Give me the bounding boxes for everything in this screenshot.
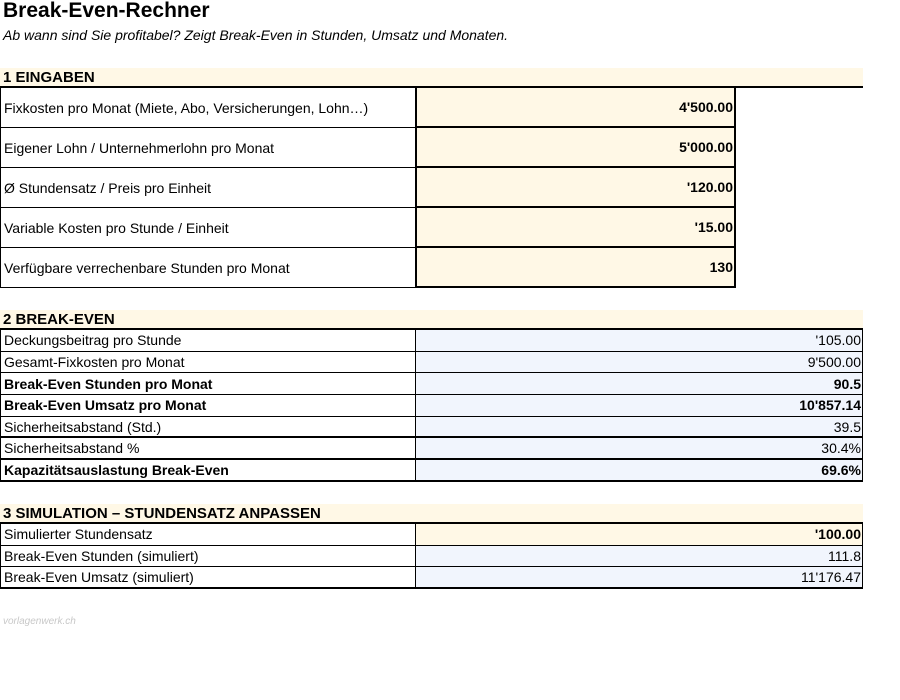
breakeven-hours-value: 90.5	[416, 373, 863, 395]
capacity-utilization-value: 69.6%	[416, 460, 863, 482]
fixed-costs-input[interactable]: 4'500.00	[416, 88, 736, 128]
input-label: Verfügbare verrechenbare Stunden pro Monat	[0, 248, 416, 288]
hourly-rate-input[interactable]: '120.00	[416, 168, 736, 208]
simulation-label: Simulierter Stundensatz	[0, 524, 416, 546]
footer-watermark: vorlagenwerk.ch	[3, 616, 76, 627]
breakeven-revenue-value: 10'857.14	[416, 395, 863, 417]
input-label: Ø Stundensatz / Preis pro Einheit	[0, 168, 416, 208]
result-row	[0, 373, 863, 395]
result-row	[0, 352, 863, 374]
result-label: Sicherheitsabstand (Std.)	[0, 417, 416, 439]
input-row	[0, 208, 863, 248]
owner-salary-input[interactable]: 5'000.00	[416, 128, 736, 168]
simulation-row	[0, 524, 863, 546]
input-row	[0, 168, 863, 208]
page-title: Break-Even-Rechner	[3, 0, 210, 22]
simulation-label: Break-Even Umsatz (simuliert)	[0, 567, 416, 589]
simulation-row	[0, 546, 863, 568]
simulated-revenue-value: 11'176.47	[416, 567, 863, 589]
safety-margin-percent-value: 30.4%	[416, 438, 863, 460]
inputs-section	[0, 68, 863, 288]
simulation-row	[0, 567, 863, 589]
input-label: Eigener Lohn / Unternehmerlohn pro Monat	[0, 128, 416, 168]
variable-costs-input[interactable]: '15.00	[416, 208, 736, 248]
total-fixed-costs-value: 9'500.00	[416, 352, 863, 374]
result-row	[0, 417, 863, 439]
result-label: Break-Even Umsatz pro Monat	[0, 395, 416, 417]
result-row	[0, 438, 863, 460]
simulation-label: Break-Even Stunden (simuliert)	[0, 546, 416, 568]
breakeven-section-header: 2 BREAK-EVEN	[0, 310, 863, 330]
breakeven-section	[0, 310, 863, 482]
result-label: Sicherheitsabstand %	[0, 438, 416, 460]
result-label: Kapazitätsauslastung Break-Even	[0, 460, 416, 482]
input-label: Variable Kosten pro Stunde / Einheit	[0, 208, 416, 248]
input-row	[0, 128, 863, 168]
input-row	[0, 248, 863, 288]
result-label: Gesamt-Fixkosten pro Monat	[0, 352, 416, 374]
result-label: Break-Even Stunden pro Monat	[0, 373, 416, 395]
contribution-margin-value: '105.00	[416, 330, 863, 352]
safety-margin-hours-value: 39.5	[416, 417, 863, 439]
simulation-section	[0, 504, 863, 589]
result-row	[0, 460, 863, 482]
available-hours-input[interactable]: 130	[416, 248, 736, 288]
simulated-rate-input[interactable]: '100.00	[416, 524, 863, 546]
result-row	[0, 330, 863, 352]
result-row	[0, 395, 863, 417]
input-row	[0, 88, 863, 128]
page-subtitle: Ab wann sind Sie profitabel? Zeigt Break-Even in Stunden, Umsatz und Monaten.	[3, 27, 509, 43]
simulated-hours-value: 111.8	[416, 546, 863, 568]
inputs-section-header: 1 EINGABEN	[0, 68, 863, 88]
result-label: Deckungsbeitrag pro Stunde	[0, 330, 416, 352]
input-label: Fixkosten pro Monat (Miete, Abo, Versicherungen, Lohn…)	[0, 88, 416, 128]
simulation-section-header: 3 SIMULATION – STUNDENSATZ ANPASSEN	[0, 504, 863, 524]
